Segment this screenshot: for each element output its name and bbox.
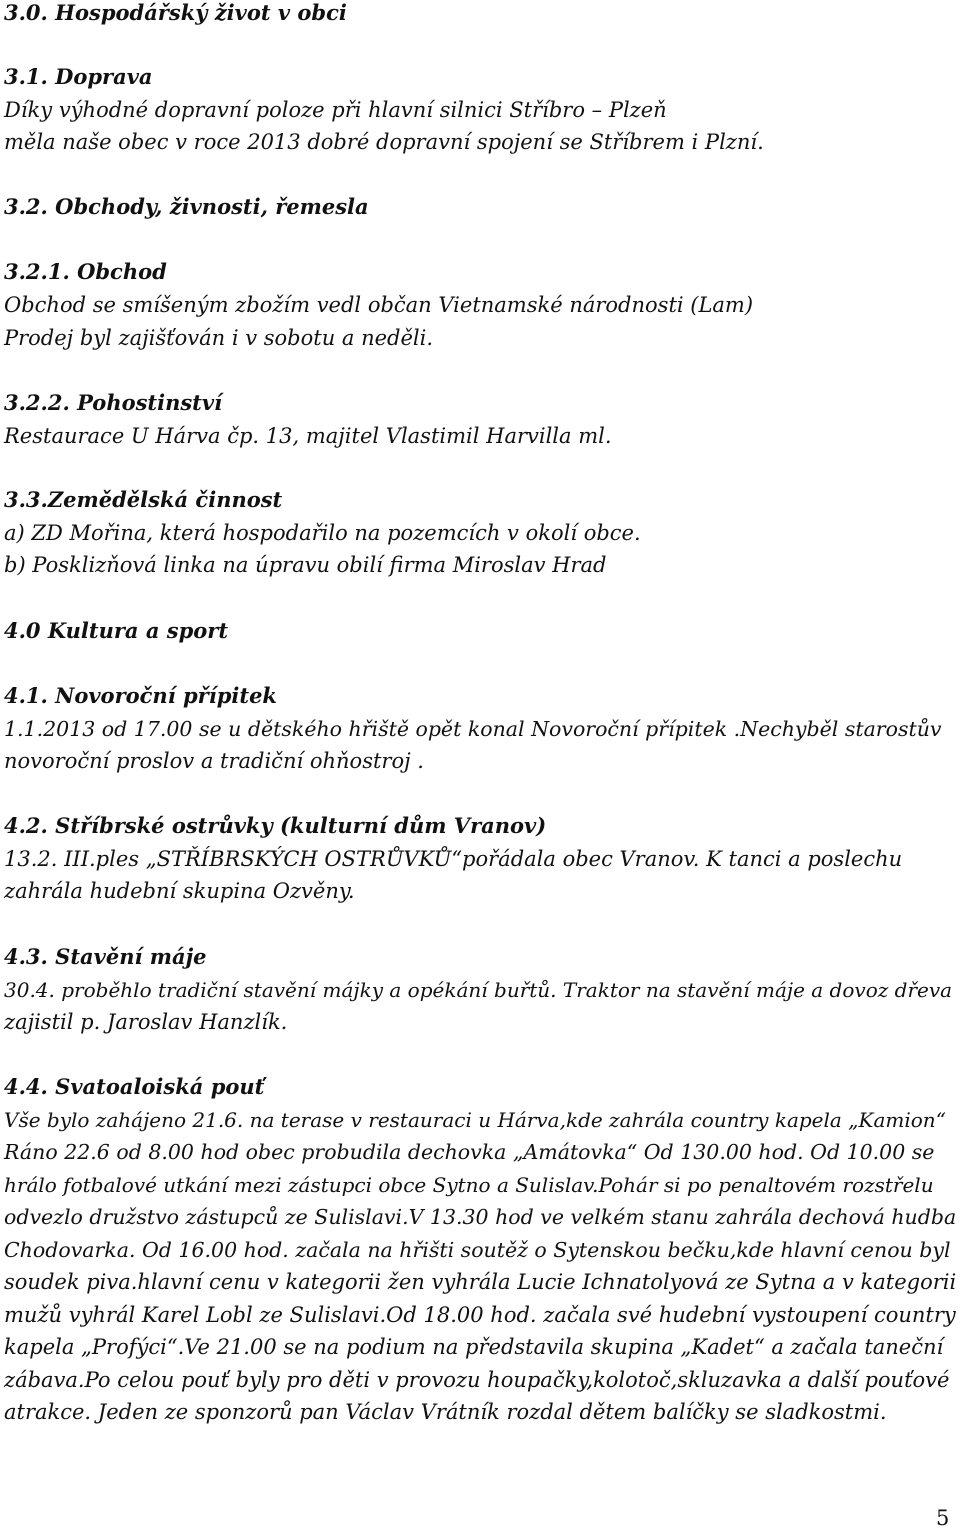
paragraph-line: kapela „Profýci“.Ve 21.00 se na podium na představila skupina „Kadet“ a začala taneční [4, 1335, 944, 1359]
heading-svatoaloiska-pout: 4.4. Svatoaloiská pouť [4, 1074, 265, 1099]
heading-novorocni-pripitek: 4.1. Novoroční přípitek [4, 683, 277, 708]
paragraph-line: novoroční proslov a tradiční ohňostroj . [4, 749, 424, 773]
heading-obchody: 3.2. Obchody, živnosti, řemesla [4, 194, 369, 219]
paragraph-line: mužů vyhrál Karel Lobl ze Sulislavi.Od 18.00 hod. začala své hudební vystoupení country [4, 1303, 956, 1327]
heading-obchod: 3.2.1. Obchod [4, 259, 167, 284]
paragraph-line: 1.1.2013 od 17.00 se u dětského hřiště opět konal Novoroční přípitek .Nechyběl starostův [4, 717, 942, 741]
heading-doprava: 3.1. Doprava [4, 64, 153, 89]
heading-stribrske-ostruvky: 4.2. Stříbrské ostrůvky (kulturní dům Vranov) [4, 813, 547, 838]
paragraph-line: 30.4. proběhlo tradiční stavění májky a opékání buřtů. Traktor na stavění máje a dovoz dřeva [4, 978, 953, 1002]
paragraph-line: zábava.Po celou pouť byly pro děti v provozu houpačky,kolotoč,skluzavka a další pouťové [4, 1368, 950, 1392]
heading-pohostinstvi: 3.2.2. Pohostinství [4, 390, 223, 415]
paragraph-line: 13.2. III.ples „STŘÍBRSKÝCH OSTRŮVKŮ“pořádala obec Vranov. K tanci a poslechu [4, 847, 903, 871]
paragraph-line: Restaurace U Hárva čp. 13, majitel Vlastimil Harvilla ml. [4, 424, 612, 448]
paragraph-line: b) Posklizňová linka na úpravu obilí firma Miroslav Hrad [4, 553, 607, 577]
paragraph-line: zajistil p. Jaroslav Hanzlík. [4, 1010, 288, 1034]
paragraph-line: hrálo fotbalové utkání mezi zástupci obce Sytno a Sulislav.Pohár si po penaltovém rozstřelu [4, 1173, 934, 1197]
paragraph-line: zahrála hudební skupina Ozvěny. [4, 879, 355, 903]
paragraph-line: Díky výhodné dopravní poloze při hlavní silnici Stříbro – Plzeň [4, 98, 667, 122]
paragraph-line: Chodovarka. Od 16.00 hod. začala na hřišti soutěž o Sytenskou bečku,kde hlavní cenou byl [4, 1238, 951, 1262]
heading-kultura-sport: 4.0 Kultura a sport [4, 618, 229, 643]
paragraph-line: atrakce. Jeden ze sponzorů pan Václav Vrátník rozdal dětem balíčky se sladkostmi. [4, 1400, 887, 1424]
paragraph-line: Obchod se smíšeným zbožím vedl občan Vietnamské národnosti (Lam) [4, 293, 754, 317]
paragraph-line: odvezlo družstvo zástupců ze Sulislavi.V 13.30 hod ve velkém stanu zahrála dechová hudba [4, 1205, 957, 1229]
paragraph-line: Ráno 22.6 od 8.00 hod obec probudila dechovka „Amátovka“ Od 130.00 hod. Od 10.00 se [4, 1140, 935, 1164]
paragraph-line: a) ZD Mořina, která hospodařilo na pozemcích v okolí obce. [4, 521, 641, 545]
page-number: 5 [936, 1506, 950, 1530]
heading-zemedelska-cinnost: 3.3.Zemědělská činnost [4, 487, 283, 512]
heading-staveni-maje: 4.3. Stavění máje [4, 944, 207, 969]
heading-hospodarsky-zivot: 3.0. Hospodářský život v obci [4, 0, 347, 25]
paragraph-line: Prodej byl zajišťován i v sobotu a neděli. [4, 326, 434, 350]
paragraph-line: Vše bylo zahájeno 21.6. na terase v restauraci u Hárva,kde zahrála country kapela „Kamion“ [4, 1108, 946, 1132]
paragraph-line: soudek piva.hlavní cenu v kategorii žen vyhrála Lucie Ichnatolyová ze Sytna a v kategorii [4, 1270, 957, 1294]
paragraph-line: měla naše obec v roce 2013 dobré dopravní spojení se Stříbrem i Plzní. [4, 130, 764, 154]
